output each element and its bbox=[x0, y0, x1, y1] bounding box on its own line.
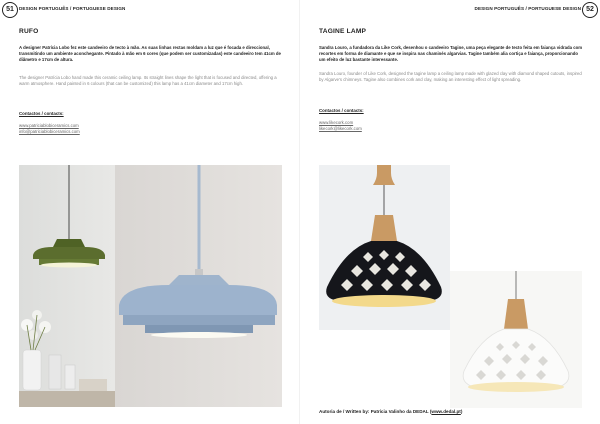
running-header: DESIGN PORTUGUÊS / PORTUGUESE DESIGN bbox=[474, 6, 581, 11]
text-english: The designer Patrícia Lobo hand made this ceramic ceiling lamp. Its straight lines shape the light that is focused and directed, offering a warm atmosphere. Hand painted in 6 colours (that can be customized) this lamp has a 41cm diameter and 17cm high. bbox=[19, 75, 277, 87]
email-link[interactable]: info@patriciablobiceramics.com bbox=[19, 128, 80, 134]
website-link[interactable]: www.likecork.com bbox=[319, 120, 354, 125]
author-credit bbox=[319, 409, 462, 414]
contacts-label: Contactos / contacts: bbox=[319, 108, 364, 113]
tagine-black-photo bbox=[319, 165, 450, 330]
right-page bbox=[300, 0, 600, 424]
article-title: RUFO bbox=[19, 28, 39, 35]
text-english: Sandra Louro, founder of Like Cork, designed the tagine lamp a ceiling lamp made with glazed clay with diamond shaped cutouts, inspired by Algarve's chimneys. Tagine also combines cork and clay, making an interesting effect of light spreading. bbox=[319, 71, 582, 83]
page-number: 51 bbox=[2, 2, 18, 18]
contacts-label: Contactos / contacts: bbox=[19, 111, 64, 116]
rufo-lamp-photo bbox=[19, 165, 282, 407]
text-portuguese: A designer Patrícia Lobo fez este candeeiro de tecto à mão. As suas linhas rectas moldam a luz que é focada e direccional, transmitindo um ambiente aconchegante. Pintado à mão em 6 cores (que podem ser customizadas) este candeeiro tem 41cm de diâmetro e 17cm de altura. bbox=[19, 45, 281, 63]
contact-links bbox=[319, 120, 362, 132]
credit-link[interactable]: www.dedal.pt bbox=[431, 409, 461, 414]
tagine-white-photo bbox=[450, 271, 582, 408]
running-header: DESIGN PORTUGUÊS / PORTUGUESE DESIGN bbox=[19, 6, 126, 11]
credit-prefix: Autoria de / Written by: Patrícia Valinho da DEDAL ( bbox=[319, 409, 432, 414]
credit-suffix: ) bbox=[460, 409, 463, 414]
website-link[interactable]: www.patriciablobiceramics.com bbox=[19, 123, 79, 128]
contact-links bbox=[19, 123, 80, 135]
text-portuguese: Sandra Louro, a fundadora da Like Cork, desenhou o candeeiro Tagine, uma peça elegante de tecto feita em faiança vidrada com recortes em forma de diamante e que se inspira nas chaminés algarvias. Tagine também alia cortiça e faiança, proporcionando um efeito de luz bastante interessante. bbox=[319, 45, 583, 63]
article-title: TAGINE LAMP bbox=[319, 28, 367, 35]
page-number: 52 bbox=[582, 2, 598, 18]
email-link[interactable]: likecork@likecork.com bbox=[319, 125, 362, 131]
